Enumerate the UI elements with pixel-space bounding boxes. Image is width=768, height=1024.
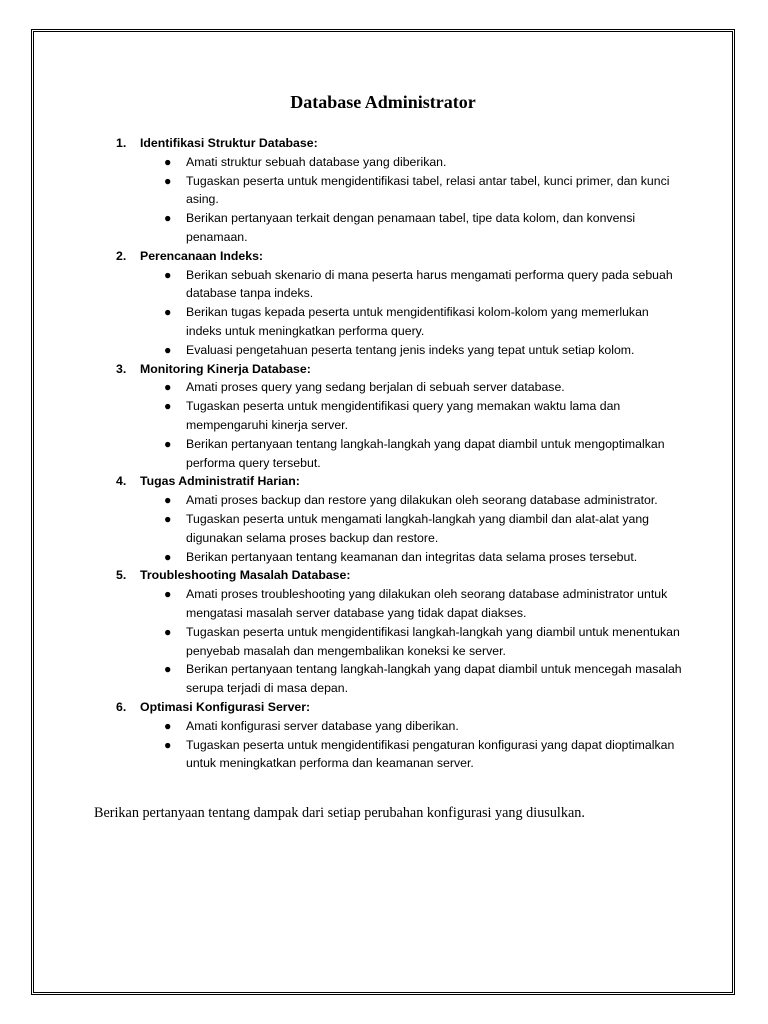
list-item-text: Tugaskan peserta untuk mengamati langkah-langkah yang diambil dan alat-alat yang digunakan selama proses backup dan restore. xyxy=(186,511,650,545)
section-heading xyxy=(34,360,732,379)
section-heading-text: Identifikasi Struktur Database: xyxy=(140,136,318,150)
bullet-icon: ● xyxy=(164,549,172,564)
section-number: 4. xyxy=(116,474,127,489)
list-item xyxy=(34,341,732,360)
document-content xyxy=(34,32,732,992)
list-item-text: Tugaskan peserta untuk mengidentifikasi tabel, relasi antar tabel, kunci primer, dan kunci asing. xyxy=(186,173,670,207)
list-item xyxy=(34,303,732,341)
section xyxy=(34,566,732,698)
section-heading xyxy=(34,698,732,717)
list-item xyxy=(34,623,732,661)
list-item-text: Tugaskan peserta untuk mengidentifikasi pengaturan konfigurasi yang dapat dioptimalkan untuk meningkatkan performa dan keamanan server. xyxy=(186,737,675,771)
list-item xyxy=(34,491,732,510)
closing-paragraph: Berikan pertanyaan tentang dampak dari setiap perubahan konfigurasi yang diusulkan. xyxy=(94,805,585,821)
list-item-text: Amati struktur sebuah database yang diberikan. xyxy=(186,154,447,169)
section-heading-text: Troubleshooting Masalah Database: xyxy=(140,568,351,583)
list-item xyxy=(34,548,732,567)
bullet-list xyxy=(34,585,732,698)
section xyxy=(34,472,732,566)
bullet-list xyxy=(34,378,732,472)
bullet-icon: ● xyxy=(164,511,172,526)
list-item-text: Berikan pertanyaan tentang langkah-langkah yang dapat diambil untuk mencegah masalah serupa terjadi di masa depan. xyxy=(186,662,682,696)
bullet-list xyxy=(34,491,732,566)
list-item xyxy=(34,172,732,210)
list-item xyxy=(34,435,732,473)
section-heading xyxy=(34,472,732,491)
section-heading-text: Tugas Administratif Harian: xyxy=(140,474,300,489)
list-item-text: Amati proses troubleshooting yang dilakukan oleh seorang database administrator untuk mengatasi masalah server database yang tidak dapat diakses. xyxy=(186,587,668,620)
list-item-text: Amati konfigurasi server database yang diberikan. xyxy=(186,718,459,733)
list-item xyxy=(34,717,732,736)
list-item xyxy=(34,378,732,397)
list-item xyxy=(34,397,732,435)
document-page xyxy=(31,29,735,995)
section-number: 3. xyxy=(116,361,127,376)
section-number: 5. xyxy=(116,568,127,583)
section-heading-text: Perencanaan Indeks: xyxy=(140,248,264,263)
bullet-icon: ● xyxy=(164,342,172,357)
list-item xyxy=(34,510,732,548)
list-item-text: Tugaskan peserta untuk mengidentifikasi query yang memakan waktu lama dan mempengaruhi kinerja server. xyxy=(186,399,621,432)
list-item xyxy=(34,736,732,774)
bullet-icon: ● xyxy=(164,267,172,282)
list-item-text: Amati proses backup dan restore yang dilakukan oleh seorang database administrator. xyxy=(186,493,658,508)
bullet-icon: ● xyxy=(164,587,172,602)
section-number: 1. xyxy=(116,136,127,150)
section-number: 2. xyxy=(116,248,127,263)
document-title: Database Administrator xyxy=(290,92,476,112)
bullet-icon: ● xyxy=(164,624,172,639)
section xyxy=(34,698,732,773)
bullet-icon: ● xyxy=(164,305,172,320)
bullet-list xyxy=(34,266,732,360)
bullet-icon: ● xyxy=(164,399,172,414)
bullet-icon: ● xyxy=(164,173,172,188)
list-item-text: Evaluasi pengetahuan peserta tentang jenis indeks yang tepat untuk setiap kolom. xyxy=(186,342,635,357)
section xyxy=(34,134,732,247)
list-item xyxy=(34,585,732,623)
section-heading-text: Monitoring Kinerja Database: xyxy=(140,361,311,376)
list-item-text: Berikan sebuah skenario di mana peserta harus mengamati performa query pada sebuah database tanpa indeks. xyxy=(186,267,673,301)
bullet-icon: ● xyxy=(164,436,172,451)
list-item-text: Berikan tugas kepada peserta untuk mengidentifikasi kolom-kolom yang memerlukan indeks untuk meningkatkan performa query. xyxy=(186,305,649,338)
section xyxy=(34,247,732,360)
section-heading xyxy=(34,566,732,585)
bullet-icon: ● xyxy=(164,154,172,169)
list-item-text: Tugaskan peserta untuk mengidentifikasi langkah-langkah yang diambil untuk menentukan penyebab masalah dan mengembalikan koneksi ke server. xyxy=(186,624,680,658)
list-item xyxy=(34,660,732,698)
list-item xyxy=(34,153,732,172)
section-heading xyxy=(34,134,732,153)
list-item-text: Berikan pertanyaan tentang keamanan dan integritas data selama proses tersebut. xyxy=(186,549,638,564)
list-item-text: Amati proses query yang sedang berjalan di sebuah server database. xyxy=(186,380,565,395)
section-heading xyxy=(34,247,732,266)
bullet-icon: ● xyxy=(164,211,172,226)
bullet-icon: ● xyxy=(164,718,172,733)
section-heading-text: Optimasi Konfigurasi Server: xyxy=(140,699,311,714)
bullet-icon: ● xyxy=(164,380,172,395)
bullet-icon: ● xyxy=(164,737,172,752)
list-item xyxy=(34,209,732,247)
section xyxy=(34,360,732,473)
section-number: 6. xyxy=(116,699,127,714)
bullet-list xyxy=(34,717,732,773)
list-item xyxy=(34,266,732,304)
bullet-icon: ● xyxy=(164,493,172,508)
list-item-text: Berikan pertanyaan tentang langkah-langkah yang dapat diambil untuk mengoptimalkan performa query tersebut. xyxy=(186,436,665,470)
section-list xyxy=(34,134,732,773)
bullet-list xyxy=(34,153,732,247)
list-item-text: Berikan pertanyaan terkait dengan penamaan tabel, tipe data kolom, dan konvensi penamaan. xyxy=(186,211,636,244)
bullet-icon: ● xyxy=(164,662,172,677)
